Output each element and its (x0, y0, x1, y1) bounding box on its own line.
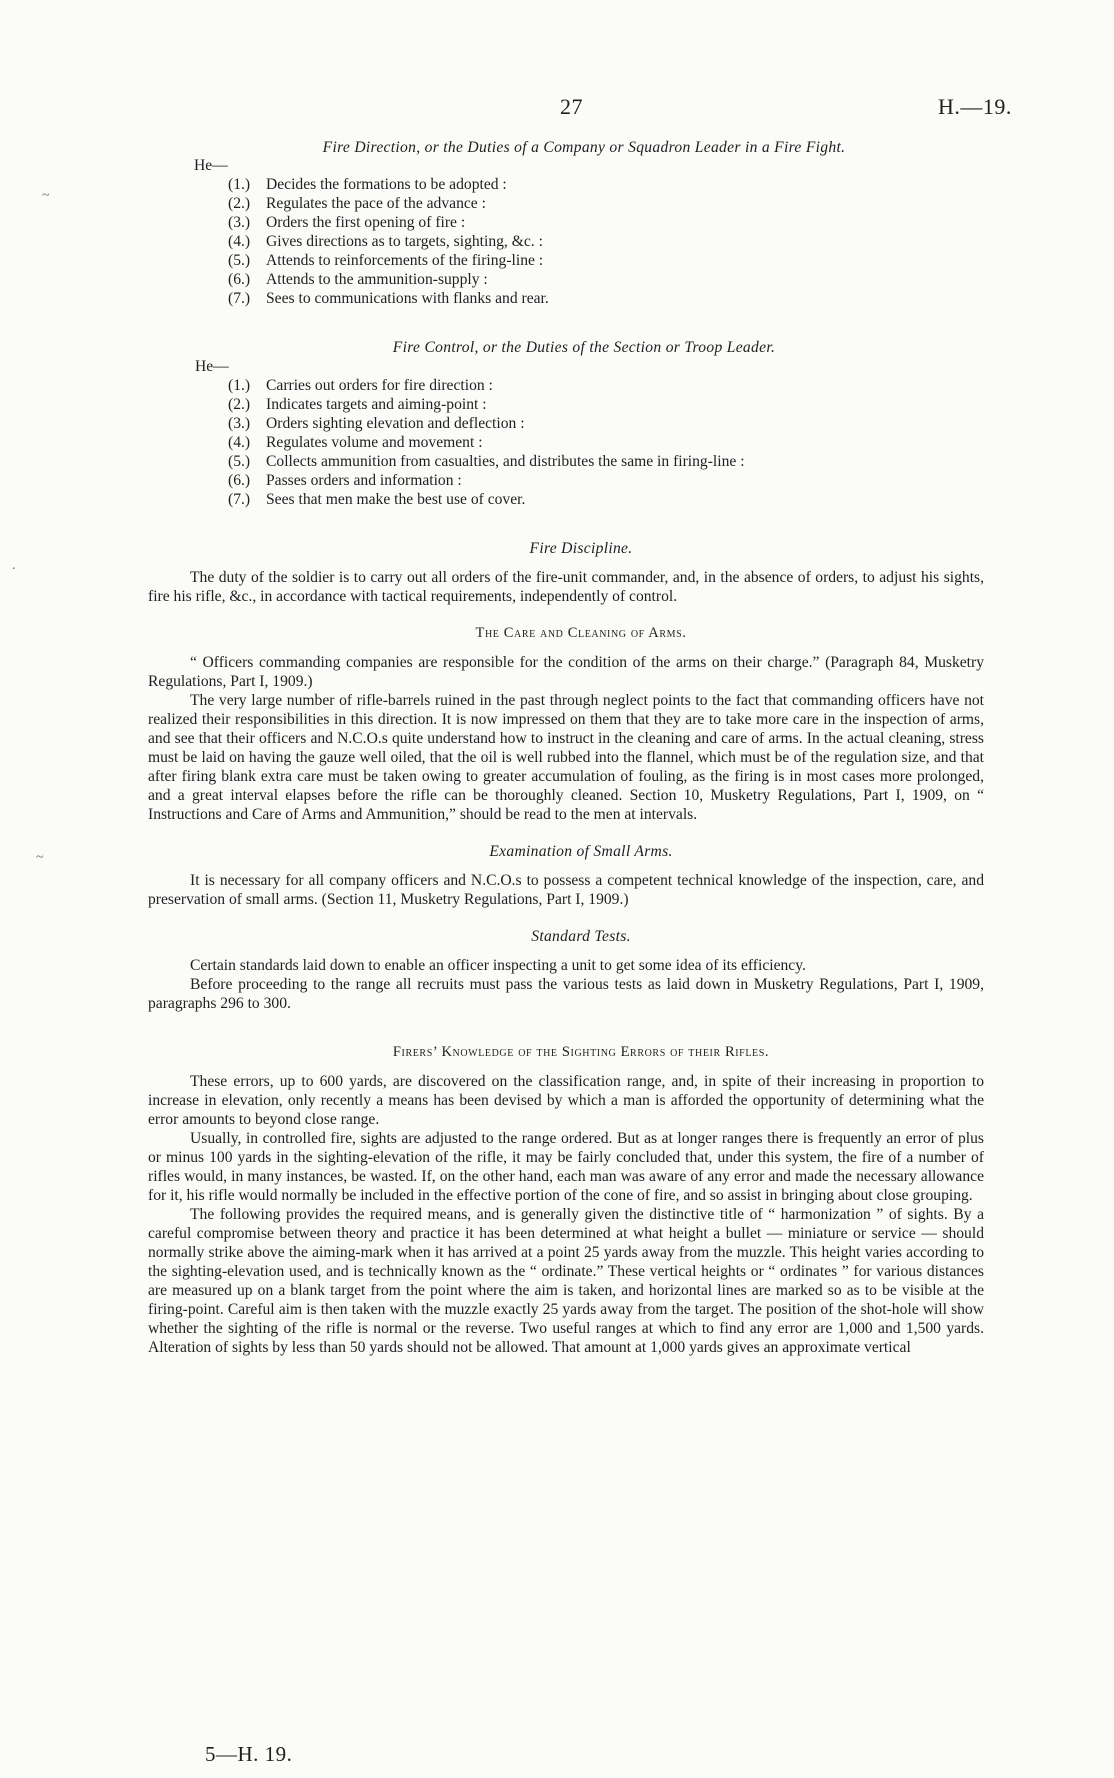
paragraph: Before proceeding to the range all recruits must pass the various tests as laid down in Musketry Regulations, Part I, 1909, paragraphs 296 to 300. (148, 976, 984, 1012)
paragraph: Certain standards laid down to enable an officer inspecting a unit to get some idea of its efficiency. (190, 957, 806, 974)
sighting-errors-section (148, 1043, 984, 1357)
list-item: (4.) Gives directions as to targets, sighting, &c. : (228, 233, 543, 250)
paragraph: The following provides the required means, and is generally given the distinctive title of “ harmonization ” of sights. By a careful compromise between theory and practice it has been determined at what height a bullet — miniature or service — should normally strike above the aiming-mark when it has arrived at a point 25 yards away from the muzzle. This height varies according to the sighting-elevation used, and is technically known as the “ ordinate.” These vertical heights or “ ordinates ” for various distances are measured up on a blank target from the point where the aim is taken, and horizontal lines are marked so as to be visible at the firing-point. Careful aim is then taken with the muzzle exactly 25 yards away from the target. The position of the shot-hole will show whether the sighting of the rifle is normal or the reverse. Two useful ranges at which to find any error are 1,000 and 1,500 yards. Alteration of sights by less than 50 yards should not be allowed. That amount at 1,000 yards gives an approximate vertical (148, 1206, 984, 1356)
examination-section (148, 842, 984, 909)
list-item: (5.) Collects ammunition from casualties, and distributes the same in firing-line : (228, 453, 745, 470)
list-item: (7.) Sees that men make the best use of cover. (228, 491, 526, 508)
list-item: (7.) Sees to communications with flanks and rear. (228, 290, 549, 307)
paragraph: “ Officers commanding companies are responsible for the condition of the arms on their charge.” (Paragraph 84, Musketry Regulations, Part I, 1909.) (148, 654, 984, 690)
list-item: (6.) Attends to the ammunition-supply : (228, 271, 488, 288)
care-of-arms-section (148, 624, 984, 824)
page-number: 27 (560, 94, 583, 119)
fire-direction-section (148, 138, 984, 308)
he-label: He— (195, 358, 229, 375)
footer-signature: 5—H. 19. (205, 1742, 293, 1766)
paragraph: The very large number of rifle-barrels ruined in the past through neglect points to the fact that commanding officers have not realized their responsibilities in this direction. It is now impressed on them that they are to take more care in the inspection of arms, and see that their officers and N.C.O.s quite understand how to instruct in the cleaning and care of arms. In the actual cleaning, stress must be laid on having the gauze well oiled, that the oil is well rubbed into the flannel, which must be of the regulation size, and that after firing blank extra care must be taken owing to greater accumulation of fouling, as the firing is in most cases more prolonged, and a great interval elapses before the rifle can be thoroughly cleaned. Section 10, Musketry Regulations, Part I, 1909, on “ Instructions and Care of Arms and Ammunition,” should be read to the men at intervals. (148, 692, 984, 823)
care-of-arms-heading: The Care and Cleaning of Arms. (475, 625, 687, 641)
examination-heading: Examination of Small Arms. (489, 843, 673, 860)
margin-mark: ~ (36, 850, 44, 865)
document-code: H.—19. (938, 94, 1012, 119)
fire-control-list (228, 376, 984, 509)
fire-discipline-heading: Fire Discipline. (529, 540, 633, 557)
paragraph: These errors, up to 600 yards, are discovered on the classification range, and, in spite of their increasing in proportion to increase in elevation, only recently a means has been devised by which a man is afforded the opportunity of determining what the error amounts to beyond close range. (148, 1073, 984, 1128)
list-item: (4.) Regulates volume and movement : (228, 434, 483, 451)
standard-tests-heading: Standard Tests. (531, 928, 631, 945)
list-item: (3.) Orders the first opening of fire : (228, 214, 466, 231)
paragraph: It is necessary for all company officers and N.C.O.s to possess a competent technical knowledge of the inspection, care, and preservation of small arms. (Section 11, Musketry Regulations, Part I, 1909.) (148, 872, 984, 908)
fire-direction-list (228, 175, 984, 308)
fire-discipline-section (148, 539, 984, 606)
standard-tests-section (148, 927, 984, 1013)
list-item: (2.) Indicates targets and aiming-point : (228, 396, 487, 413)
paragraph: Usually, in controlled fire, sights are adjusted to the range ordered. But as at longer ranges there is frequently an error of plus or minus 100 yards in the sighting-elevation of the rifle, it may be fairly concluded that, under this system, the fire of a number of rifles would, in many instances, be wasted. If, on the other hand, each man was aware of any error and made the necessary allowance for it, his rifle would normally be included in the effective portion of the cone of fire, and so assist in bringing about close grouping. (148, 1130, 984, 1204)
list-item: (5.) Attends to reinforcements of the firing-line : (228, 252, 544, 269)
sighting-errors-heading: Firers’ Knowledge of the Sighting Errors of their Rifles. (392, 1044, 770, 1060)
list-item: (1.) Carries out orders for fire direction : (228, 377, 493, 394)
list-item: (3.) Orders sighting elevation and deflection : (228, 415, 525, 432)
margin-mark: . (12, 558, 16, 573)
main-content (148, 138, 984, 1357)
list-item: (1.) Decides the formations to be adopted : (228, 176, 507, 193)
fire-control-heading: Fire Control, or the Duties of the Section or Troop Leader. (392, 339, 776, 356)
list-item: (6.) Passes orders and information : (228, 472, 462, 489)
fire-direction-heading: Fire Direction, or the Duties of a Company or Squadron Leader in a Fire Fight. (322, 139, 846, 156)
margin-mark: ~ (42, 188, 50, 203)
he-label: He— (194, 157, 228, 174)
list-item: (2.) Regulates the pace of the advance : (228, 195, 486, 212)
paragraph: The duty of the soldier is to carry out all orders of the fire-unit commander, and, in the absence of orders, to adjust his sights, fire his rifle, &c., in accordance with tactical requirements, independently of control. (148, 569, 984, 605)
fire-control-section (148, 338, 984, 509)
